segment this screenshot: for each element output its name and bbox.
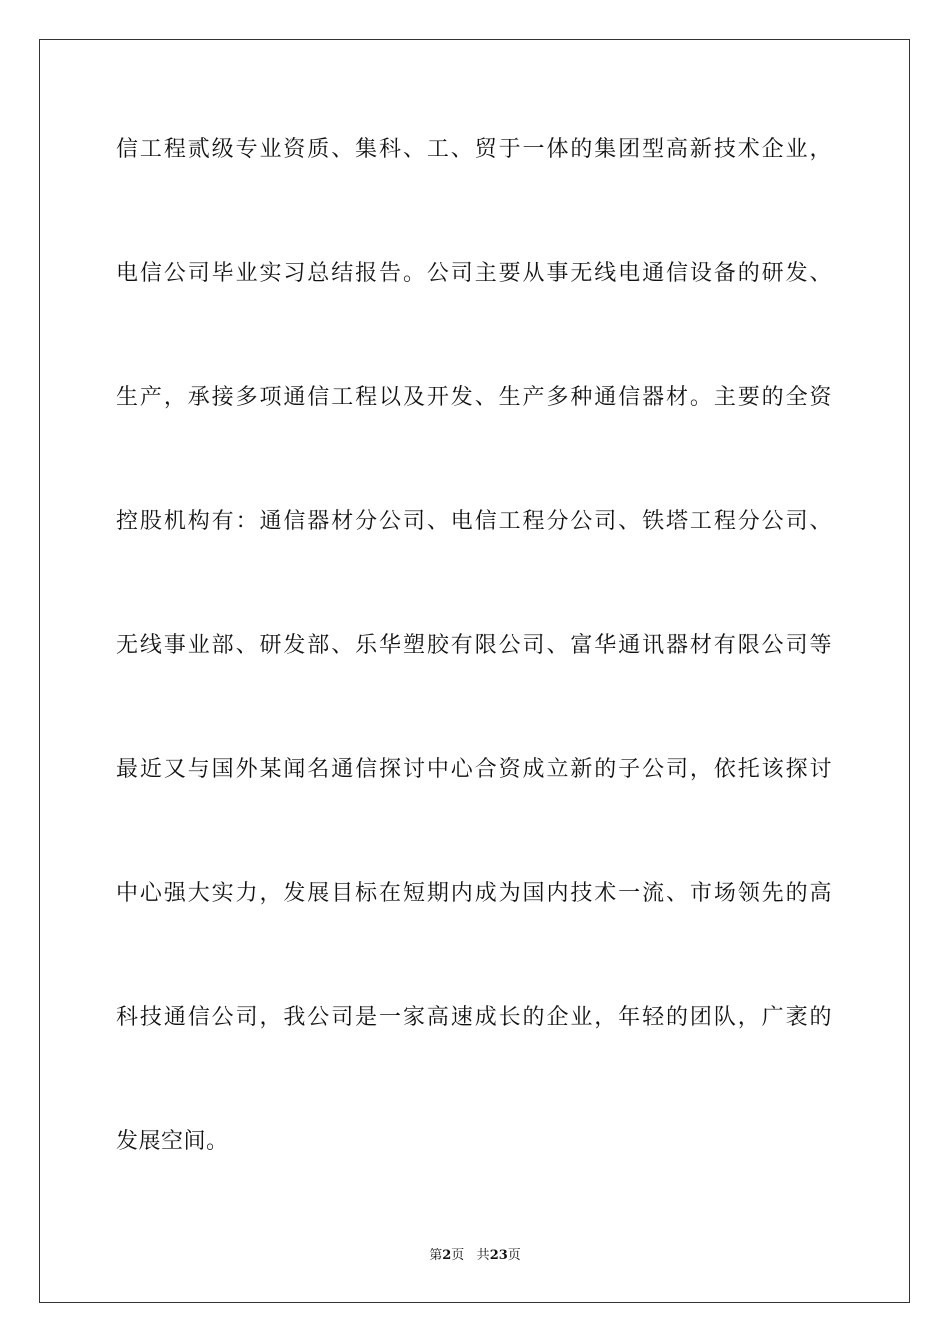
total-pages: 23 — [489, 1248, 508, 1263]
text-line-3: 生产，承接多项通信工程以及开发、生产多种通信器材。主要的全资 — [116, 385, 832, 410]
text-line-8: 科技通信公司，我公司是一家高速成长的企业，年轻的团队，广袤的 — [116, 1005, 832, 1030]
page-suffix: 页 — [451, 1248, 465, 1263]
page-border — [39, 39, 910, 1303]
text-line-9: 发展空间。 — [116, 1129, 229, 1154]
text-line-6: 最近又与国外某闻名通信探讨中心合资成立新的子公司，依托该探讨 — [116, 757, 832, 782]
total-prefix: 共 — [476, 1248, 490, 1263]
page-number: 2 — [442, 1248, 452, 1263]
text-line-1: 信工程贰级专业资质、集科、工、贸于一体的集团型高新技术企业， — [116, 137, 832, 162]
total-suffix: 页 — [507, 1248, 521, 1263]
text-line-4: 控股机构有：通信器材分公司、电信工程分公司、铁塔工程分公司、 — [116, 509, 832, 534]
page-footer — [0, 1246, 950, 1266]
text-line-5: 无线事业部、研发部、乐华塑胶有限公司、富华通讯器材有限公司等 — [116, 633, 832, 658]
page-prefix: 第 — [429, 1248, 443, 1263]
text-line-2: 电信公司毕业实习总结报告。公司主要从事无线电通信设备的研发、 — [116, 261, 832, 286]
text-line-7: 中心强大实力，发展目标在短期内成为国内技术一流、市场领先的高 — [116, 881, 832, 906]
